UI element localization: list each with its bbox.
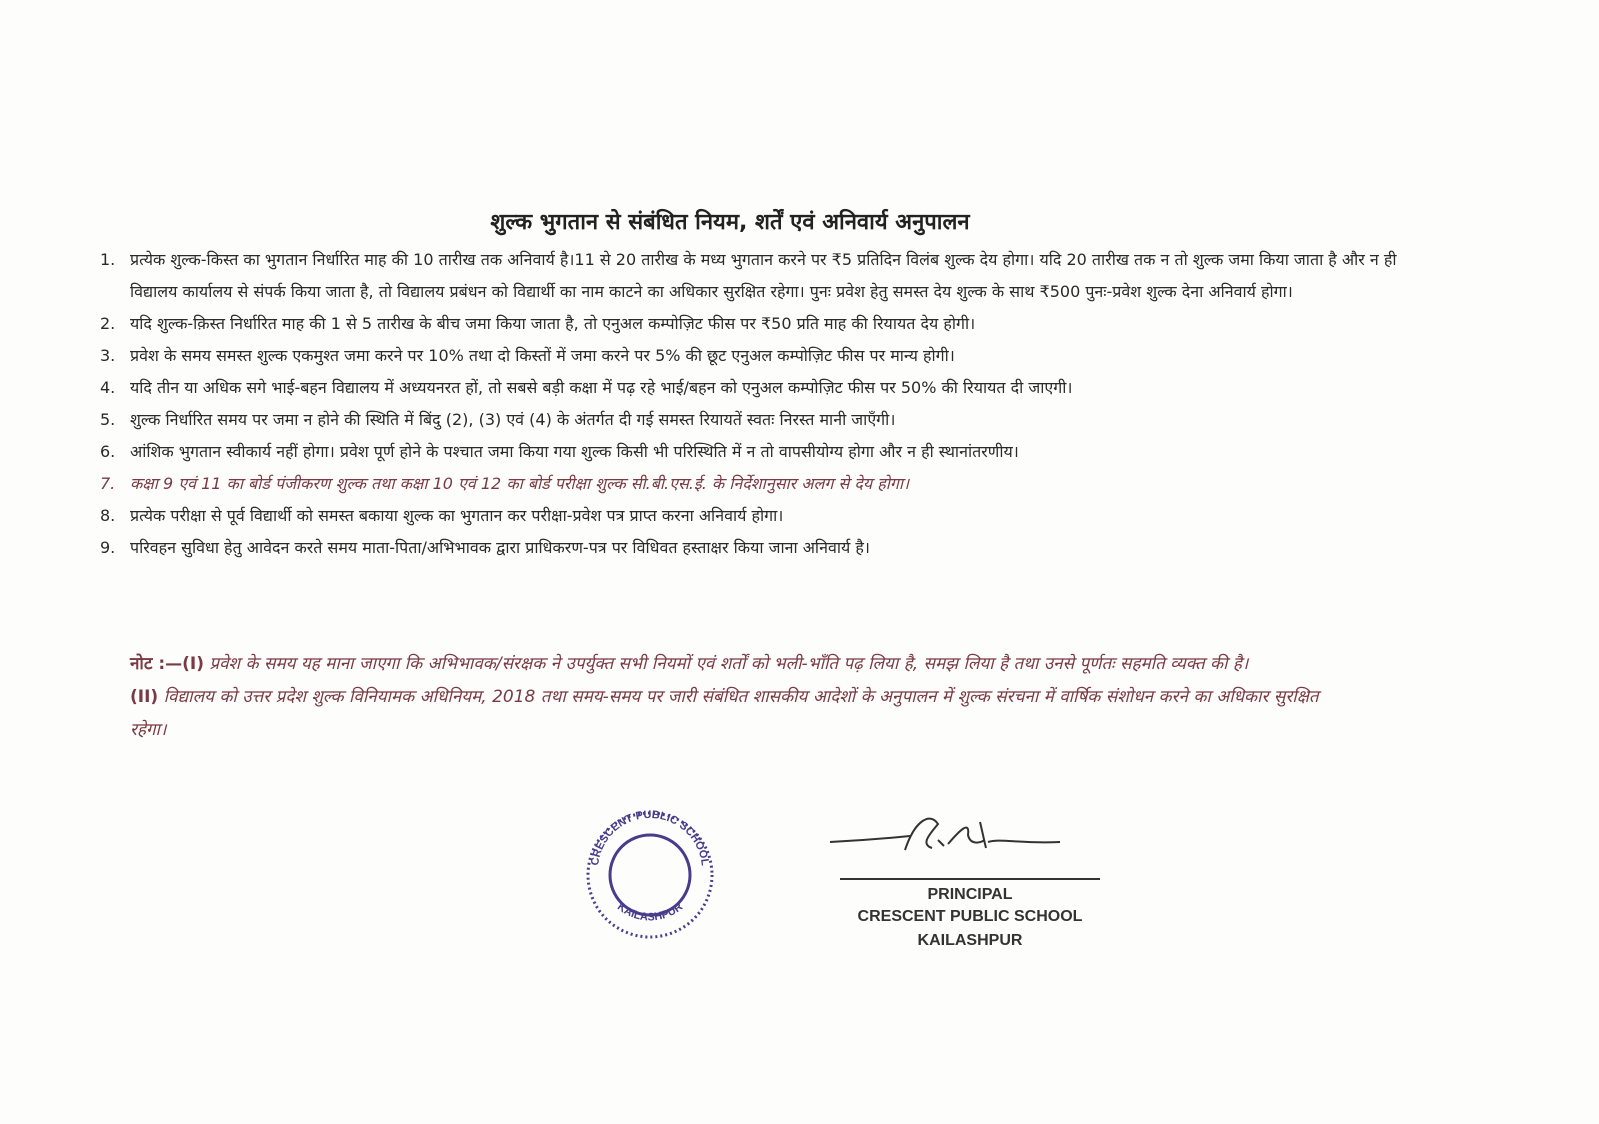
rule-number: 9.	[100, 538, 116, 557]
rule-item	[100, 500, 1400, 532]
rule-number: 2.	[100, 314, 116, 333]
signature-location: KAILASHPUR	[917, 932, 1023, 949]
rule-item	[100, 436, 1400, 468]
svg-text:KAILASHPUR	[615, 901, 685, 924]
note-point-1	[130, 648, 1330, 681]
signature-line	[840, 878, 1100, 880]
signature-school-name: CRESCENT PUBLIC SCHOOL	[857, 908, 1083, 925]
document-title: शुल्क भुगतान से संबंधित नियम, शर्तें एवं अनिवार्य अनुपालन	[490, 210, 970, 235]
note-point-2-label: (II)	[130, 687, 159, 707]
seal-arc-bottom: KAILASHPUR	[615, 900, 685, 924]
note-point-1-label: (I)	[182, 654, 204, 674]
rule-text: यदि तीन या अधिक सगे भाई-बहन विद्यालय में अध्ययनरत हों, तो सबसे बड़ी कक्षा में पढ़ रहे भाई/बहन को एनुअल कम्पोज़िट फीस पर 50% की रियायत दी जाएगी।	[130, 378, 1073, 397]
rule-item	[100, 404, 1400, 436]
rule-number: 1.	[100, 250, 116, 269]
rule-text: यदि शुल्क-क़िस्त निर्धारित माह की 1 से 5 तारीख के बीच जमा किया जाता है, तो एनुअल कम्पोज़िट फीस पर ₹50 प्रति माह की रियायत देय होगी।	[130, 314, 976, 333]
note-section	[130, 648, 1330, 747]
rule-text: कक्षा 9 एवं 11 का बोर्ड पंजीकरण शुल्क तथा कक्षा 10 एवं 12 का बोर्ड परीक्षा शुल्क सी.बी.एस.ई. के निर्देशानुसार अलग से देय होगा।	[130, 474, 910, 493]
rule-number: 7.	[100, 474, 116, 493]
rule-number: 3.	[100, 346, 116, 365]
note-point-1-text: प्रवेश के समय यह माना जाएगा कि अभिभावक/संरक्षक ने उपर्युक्त सभी नियमों एवं शर्तों को भली-भाँति पढ़ लिया है, समझ लिया है तथा उनसे पूर्णतः सहमति व्यक्त की है।	[209, 654, 1249, 674]
rule-number: 8.	[100, 506, 116, 525]
rule-item	[100, 372, 1400, 404]
rule-item	[100, 340, 1400, 372]
rule-text: आंशिक भुगतान स्वीकार्य नहीं होगा। प्रवेश पूर्ण होने के पश्चात जमा किया गया शुल्क किसी भी परिस्थिति में न तो वापसीयोग्य होगा और न ही स्थानांतरणीय।	[130, 442, 1019, 461]
rule-item	[100, 532, 1400, 564]
principal-signature-block	[820, 800, 1110, 960]
rule-item	[100, 308, 1400, 340]
rule-number: 5.	[100, 410, 116, 429]
note-point-2-text: विद्यालय को उत्तर प्रदेश शुल्क विनियामक अधिनियम, 2018 तथा समय-समय पर जारी संबंधित शासकीय आदेशों के अनुपालन में शुल्क संरचना में वार्षिक संशोधन करने का अधिकार सुरक्षित रहेगा।	[130, 687, 1319, 740]
seal-arc-top: CRESCENT PUBLIC SCHOOL	[589, 808, 711, 867]
rule-text: परिवहन सुविधा हेतु आवेदन करते समय माता-पिता/अभिभावक द्वारा प्राधिकरण-पत्र पर विधिवत हस्ताक्षर किया जाना अनिवार्य है।	[130, 538, 870, 557]
signature-title: PRINCIPAL	[927, 886, 1013, 903]
rule-text: प्रत्येक परीक्षा से पूर्व विद्यार्थी को समस्त बकाया शुल्क का भुगतान कर परीक्षा-प्रवेश पत्र प्राप्त करना अनिवार्य होगा।	[130, 506, 784, 525]
handwritten-signature	[820, 800, 1100, 875]
rule-number: 6.	[100, 442, 116, 461]
rule-number: 4.	[100, 378, 116, 397]
school-seal	[580, 790, 720, 960]
rule-item	[100, 468, 1400, 500]
note-heading: नोट :—	[130, 654, 183, 674]
rule-text: प्रवेश के समय समस्त शुल्क एकमुश्त जमा करने पर 10% तथा दो किस्तों में जमा करने पर 5% की छूट एनुअल कम्पोज़िट फीस पर मान्य होगी।	[130, 346, 955, 365]
rules-list	[100, 244, 1400, 564]
rule-item	[100, 244, 1400, 308]
rule-text: प्रत्येक शुल्क-किस्त का भुगतान निर्धारित माह की 10 तारीख तक अनिवार्य है।11 से 20 तारीख के मध्य भुगतान करने पर ₹5 प्रतिदिन विलंब शुल्क देय होगा। यदि 20 तारीख तक न तो शुल्क जमा किया जाता है और न ही विद्यालय कार्यालय से संपर्क किया जाता है, तो विद्यालय प्रबंधन को विद्यार्थी का नाम काटने का अधिकार सुरक्षित रहेगा। पुनः प्रवेश हेतु समस्त देय शुल्क के साथ ₹500 पुनः-प्रवेश शुल्क देना अनिवार्य होगा।	[130, 250, 1397, 301]
rule-text: शुल्क निर्धारित समय पर जमा न होने की स्थिति में बिंदु (2), (3) एवं (4) के अंतर्गत दी गई समस्त रियायतें स्वतः निरस्त मानी जाएँगी।	[130, 410, 896, 429]
svg-text:CRESCENT PUBLIC SCHOOL	[589, 809, 711, 867]
note-point-2	[130, 681, 1330, 747]
